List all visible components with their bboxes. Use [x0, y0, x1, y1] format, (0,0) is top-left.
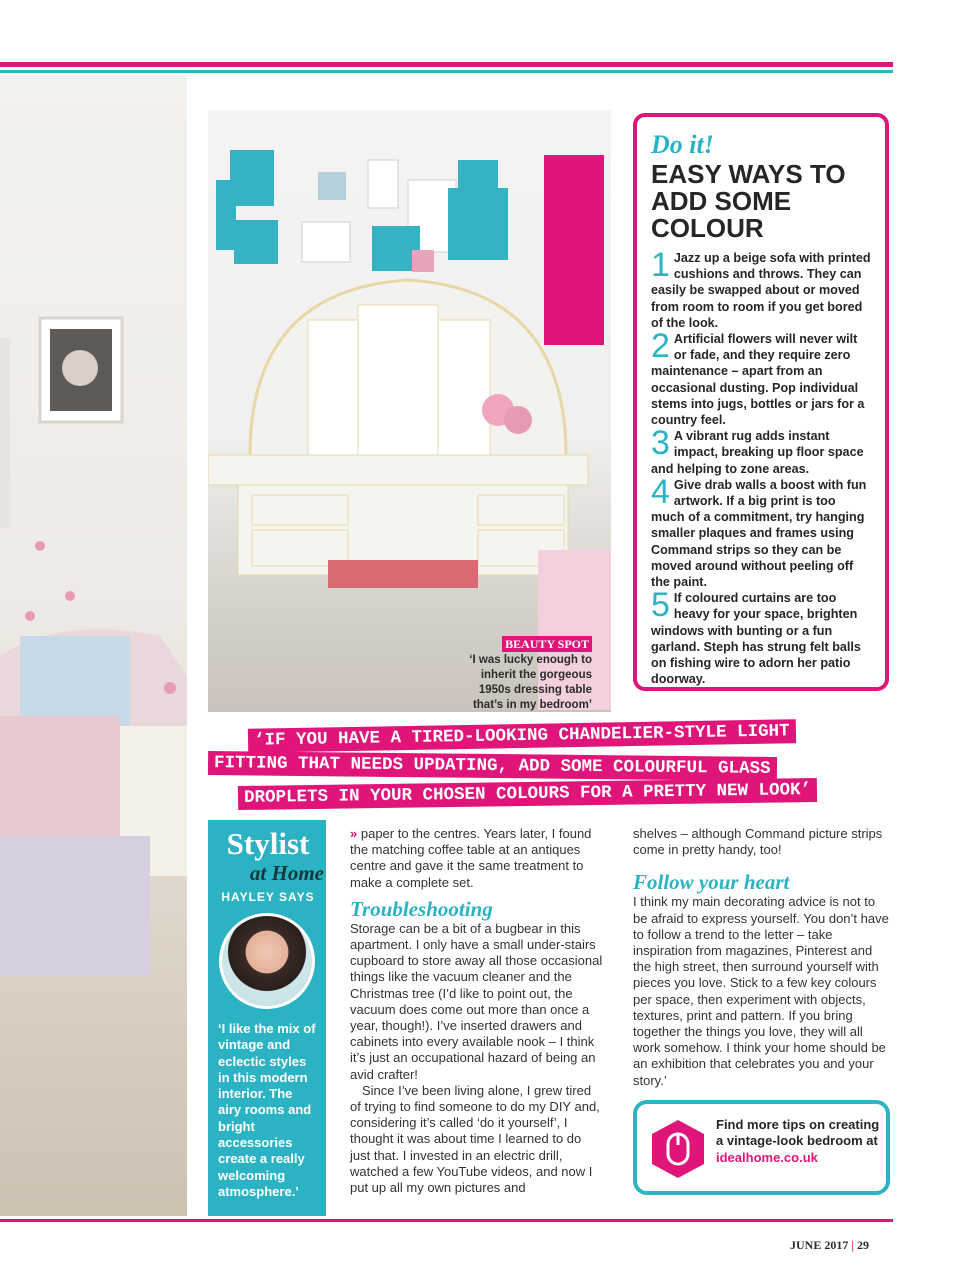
caption-tag: BEAUTY SPOT: [502, 636, 592, 652]
top-pink-rule: [0, 62, 893, 67]
tip-3-number: 3: [651, 424, 670, 463]
tip-4: [651, 472, 871, 590]
tip-1-text: Jazz up a beige sofa with printed cushions and throws. They can easily be swapped about or moved from room to room if you get bored of the look.: [651, 251, 871, 330]
follow-your-heart-heading: Follow your heart: [633, 870, 790, 895]
tip-5: [651, 586, 871, 687]
find-more-text: [716, 1117, 886, 1166]
pull-quote-line-3: DROPLETS IN YOUR CHOSEN COLOURS FOR A PRETTY NEW LOOK’: [238, 778, 817, 810]
tips-kicker: Do it!: [651, 130, 714, 159]
bedroom-photo: [0, 76, 187, 1216]
col1-intro: [350, 826, 604, 891]
page-folio: [790, 1238, 900, 1253]
continue-chevron-icon: »: [350, 826, 358, 841]
stylist-subtitle: at Home: [249, 861, 324, 885]
article-column-1: [350, 826, 604, 1196]
col2-paragraph-1: I think my main decorating advice is not to be afraid to express yourself. You don’t have to follow a trend to the letter – take inspiration from magazines, Pinterest and the high street, then surround yourself with pieces you love. Stick to a few key colours per space, then experiment with objects, textures, print and pattern. If you bring together the things you love, they will all work somehow. I think your home should be an exhibition that celebrates you and your story.’: [633, 894, 889, 1088]
dressing-table-illustration: [208, 110, 611, 712]
tip-3-text: A vibrant rug adds instant impact, breaking up floor space and helping to zone areas.: [651, 429, 864, 476]
pull-quote-line-1: ‘IF YOU HAVE A TIRED-LOOKING CHANDELIER-STYLE LIGHT: [248, 719, 796, 753]
tip-1-number: 1: [651, 246, 670, 284]
stylist-title: Stylist: [226, 826, 310, 861]
stylist-avatar: [219, 913, 315, 1009]
find-more-label: Find more tips on creating a vintage-look bedroom at: [716, 1117, 880, 1149]
tip-3: [651, 424, 871, 477]
issue-date: JUNE 2017: [790, 1238, 849, 1252]
photo-caption: [462, 636, 592, 713]
tip-2-text: Artificial flowers will never wilt or fade, and they require zero maintenance – apart from an occasional dusting. Pop individual stems into jugs, bottles or jars for a country feel.: [651, 332, 865, 428]
top-teal-rule: [0, 70, 893, 73]
tips-title: EASY WAYS TO ADD SOME COLOUR: [651, 159, 846, 243]
stylist-quote: ‘I like the mix of vintage and eclectic styles in this modern interior. The airy rooms and bright accessories create a really welcoming atmosphere.’: [218, 1021, 316, 1199]
col1-paragraph-2: Since I’ve been living alone, I grew tired of trying to find someone to do my DIY and, considering it’s called ‘do it yourself’, I thought it was about time I learned to do just that. I invested in an electric drill, watched a few YouTube videos, and now I put up all my own pictures and: [350, 1082, 600, 1196]
col1-intro-text: paper to the centres. Years later, I found the matching coffee table at an antiques centre and gave it the same treatment to make a complete set.: [350, 826, 592, 890]
page-number: 29: [857, 1238, 869, 1252]
mouse-hexagon-icon: [647, 1118, 709, 1180]
tips-box: [633, 113, 889, 691]
pull-quote-line-2: FITTING THAT NEEDS UPDATING, ADD SOME COLOURFUL GLASS: [208, 751, 777, 781]
tip-2-number: 2: [651, 327, 670, 366]
tip-4-number: 4: [651, 472, 670, 511]
troubleshooting-heading: Troubleshooting: [350, 896, 493, 921]
dressing-table-photo: [208, 110, 611, 712]
folio-separator: |: [851, 1238, 854, 1252]
stylist-byline: HAYLEY SAYS: [221, 890, 315, 904]
tip-5-text: If coloured curtains are too heavy for your space, brighten windows with bunting or a fun garland. Steph has strung felt balls on fishing wire to adorn her patio doorway.: [651, 591, 861, 687]
tip-1: [651, 246, 871, 331]
article-column-2: [633, 826, 893, 1089]
tip-5-number: 5: [651, 586, 670, 625]
bedroom-photo-illustration: [0, 76, 187, 1216]
col2-intro: shelves – although Command picture strips come in pretty handy, too!: [633, 826, 883, 858]
caption-text: ‘I was lucky enough to inherit the gorgeous 1950s dressing table that’s in my bedroom’: [469, 654, 592, 711]
col1-paragraph-1: Storage can be a bit of a bugbear in this apartment. I only have a small under-stairs cupboard to store away all those occasional things like the vacuum cleaner and the Christmas tree (I’d like to point out, the vacuum does come out more than once a year, though!). I’ve inserted drawers and cabinets into every available nook – I think it’s just an occupational hazard of being an avid crafter!: [350, 920, 603, 1082]
tip-4-text: Give drab walls a boost with fun artwork. If a big print is too much of a commitment, try hanging smaller plaques and frames using Command strips so they can be moved around without peeling off the paint.: [651, 477, 867, 590]
idealhome-link[interactable]: idealhome.co.uk: [716, 1149, 818, 1165]
bottom-pink-rule: [0, 1219, 893, 1222]
tip-2: [651, 327, 871, 428]
